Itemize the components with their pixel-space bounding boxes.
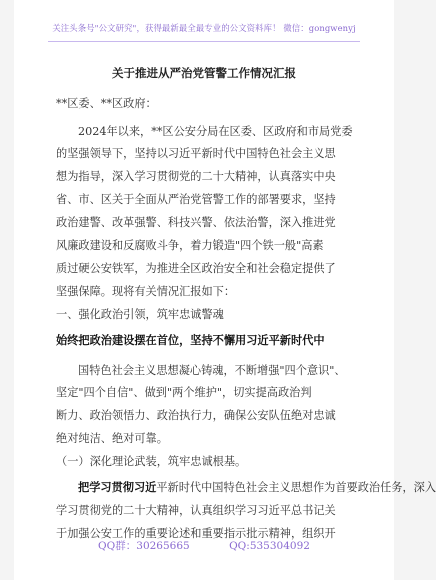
document-page — [14, 0, 436, 580]
paragraph-line: 绝对纯洁、绝对可靠。 — [56, 432, 168, 445]
footer-contact — [14, 538, 394, 553]
subsection-text: 平新时代中国特色社会主义思想作为首要政治任务，深入 — [156, 481, 436, 494]
paragraph-line: 风廉政建设和反腐败斗争，着力锻造"四个铁一般"高素 — [56, 239, 324, 252]
paragraph-line: 国特色社会主义思想凝心铸魂，不断增强"四个意识"、 — [78, 364, 346, 377]
paragraph-line: 2024年以来，**区公安分局在区委、区政府和市局党委 — [78, 125, 353, 138]
paragraph-line: 坚强保障。现将有关情况汇报如下： — [56, 285, 236, 298]
paragraph-line: 质过硬公安铁军，为推进全区政治安全和社会稳定提供了 — [56, 262, 336, 275]
paragraph-line: 想为指导，深入学习贯彻党的二十大精神，认真落实中央 — [56, 170, 336, 183]
paragraph-line: 断力、政治领悟力、政治执行力，确保公安队伍绝对忠诚 — [56, 409, 336, 422]
paragraph-line: 政治建警、改革强警、科技兴警、依法治警，深入推进党 — [56, 216, 336, 229]
document-title: 关于推进从严治党管警工作情况汇报 — [112, 66, 296, 80]
qq-group: QQ群：30265665 — [98, 540, 190, 552]
subsection-heading: 把学习贯彻习近 — [78, 480, 157, 494]
paragraph-line: 坚定"四个自信"、做到"两个维护"，切实提高政治判 — [56, 386, 312, 399]
paragraph-line: 一、强化政治引领，筑牢忠诚警魂 — [56, 308, 224, 321]
paragraph-line: 省、市、区关于全面从严治党管警工作的部署要求，坚持 — [56, 193, 336, 206]
qq-number: QQ:535304092 — [229, 540, 310, 552]
promo-header: 关注头条号"公文研究"，获得最新最全最专业的公文资料库！ 微信：gongwenyj — [52, 23, 356, 33]
paragraph-line: （一）深化理论武装，筑牢忠诚根基。 — [56, 455, 247, 468]
section-heading: 始终把政治建设摆在首位，坚持不懈用习近平新时代中 — [56, 333, 325, 347]
paragraph-line: 于加强公安工作的重要论述和重要指示批示精神，组织开 — [56, 527, 336, 540]
paragraph-line: 的坚强领导下，坚持以习近平新时代中国特色社会主义思 — [56, 147, 336, 160]
paragraph-line: 学习贯彻党的二十大精神，认真组织学习习近平总书记关 — [56, 504, 336, 517]
salutation: **区委、**区政府： — [56, 97, 157, 110]
header-divider — [48, 41, 360, 42]
subsection-line — [78, 479, 436, 495]
